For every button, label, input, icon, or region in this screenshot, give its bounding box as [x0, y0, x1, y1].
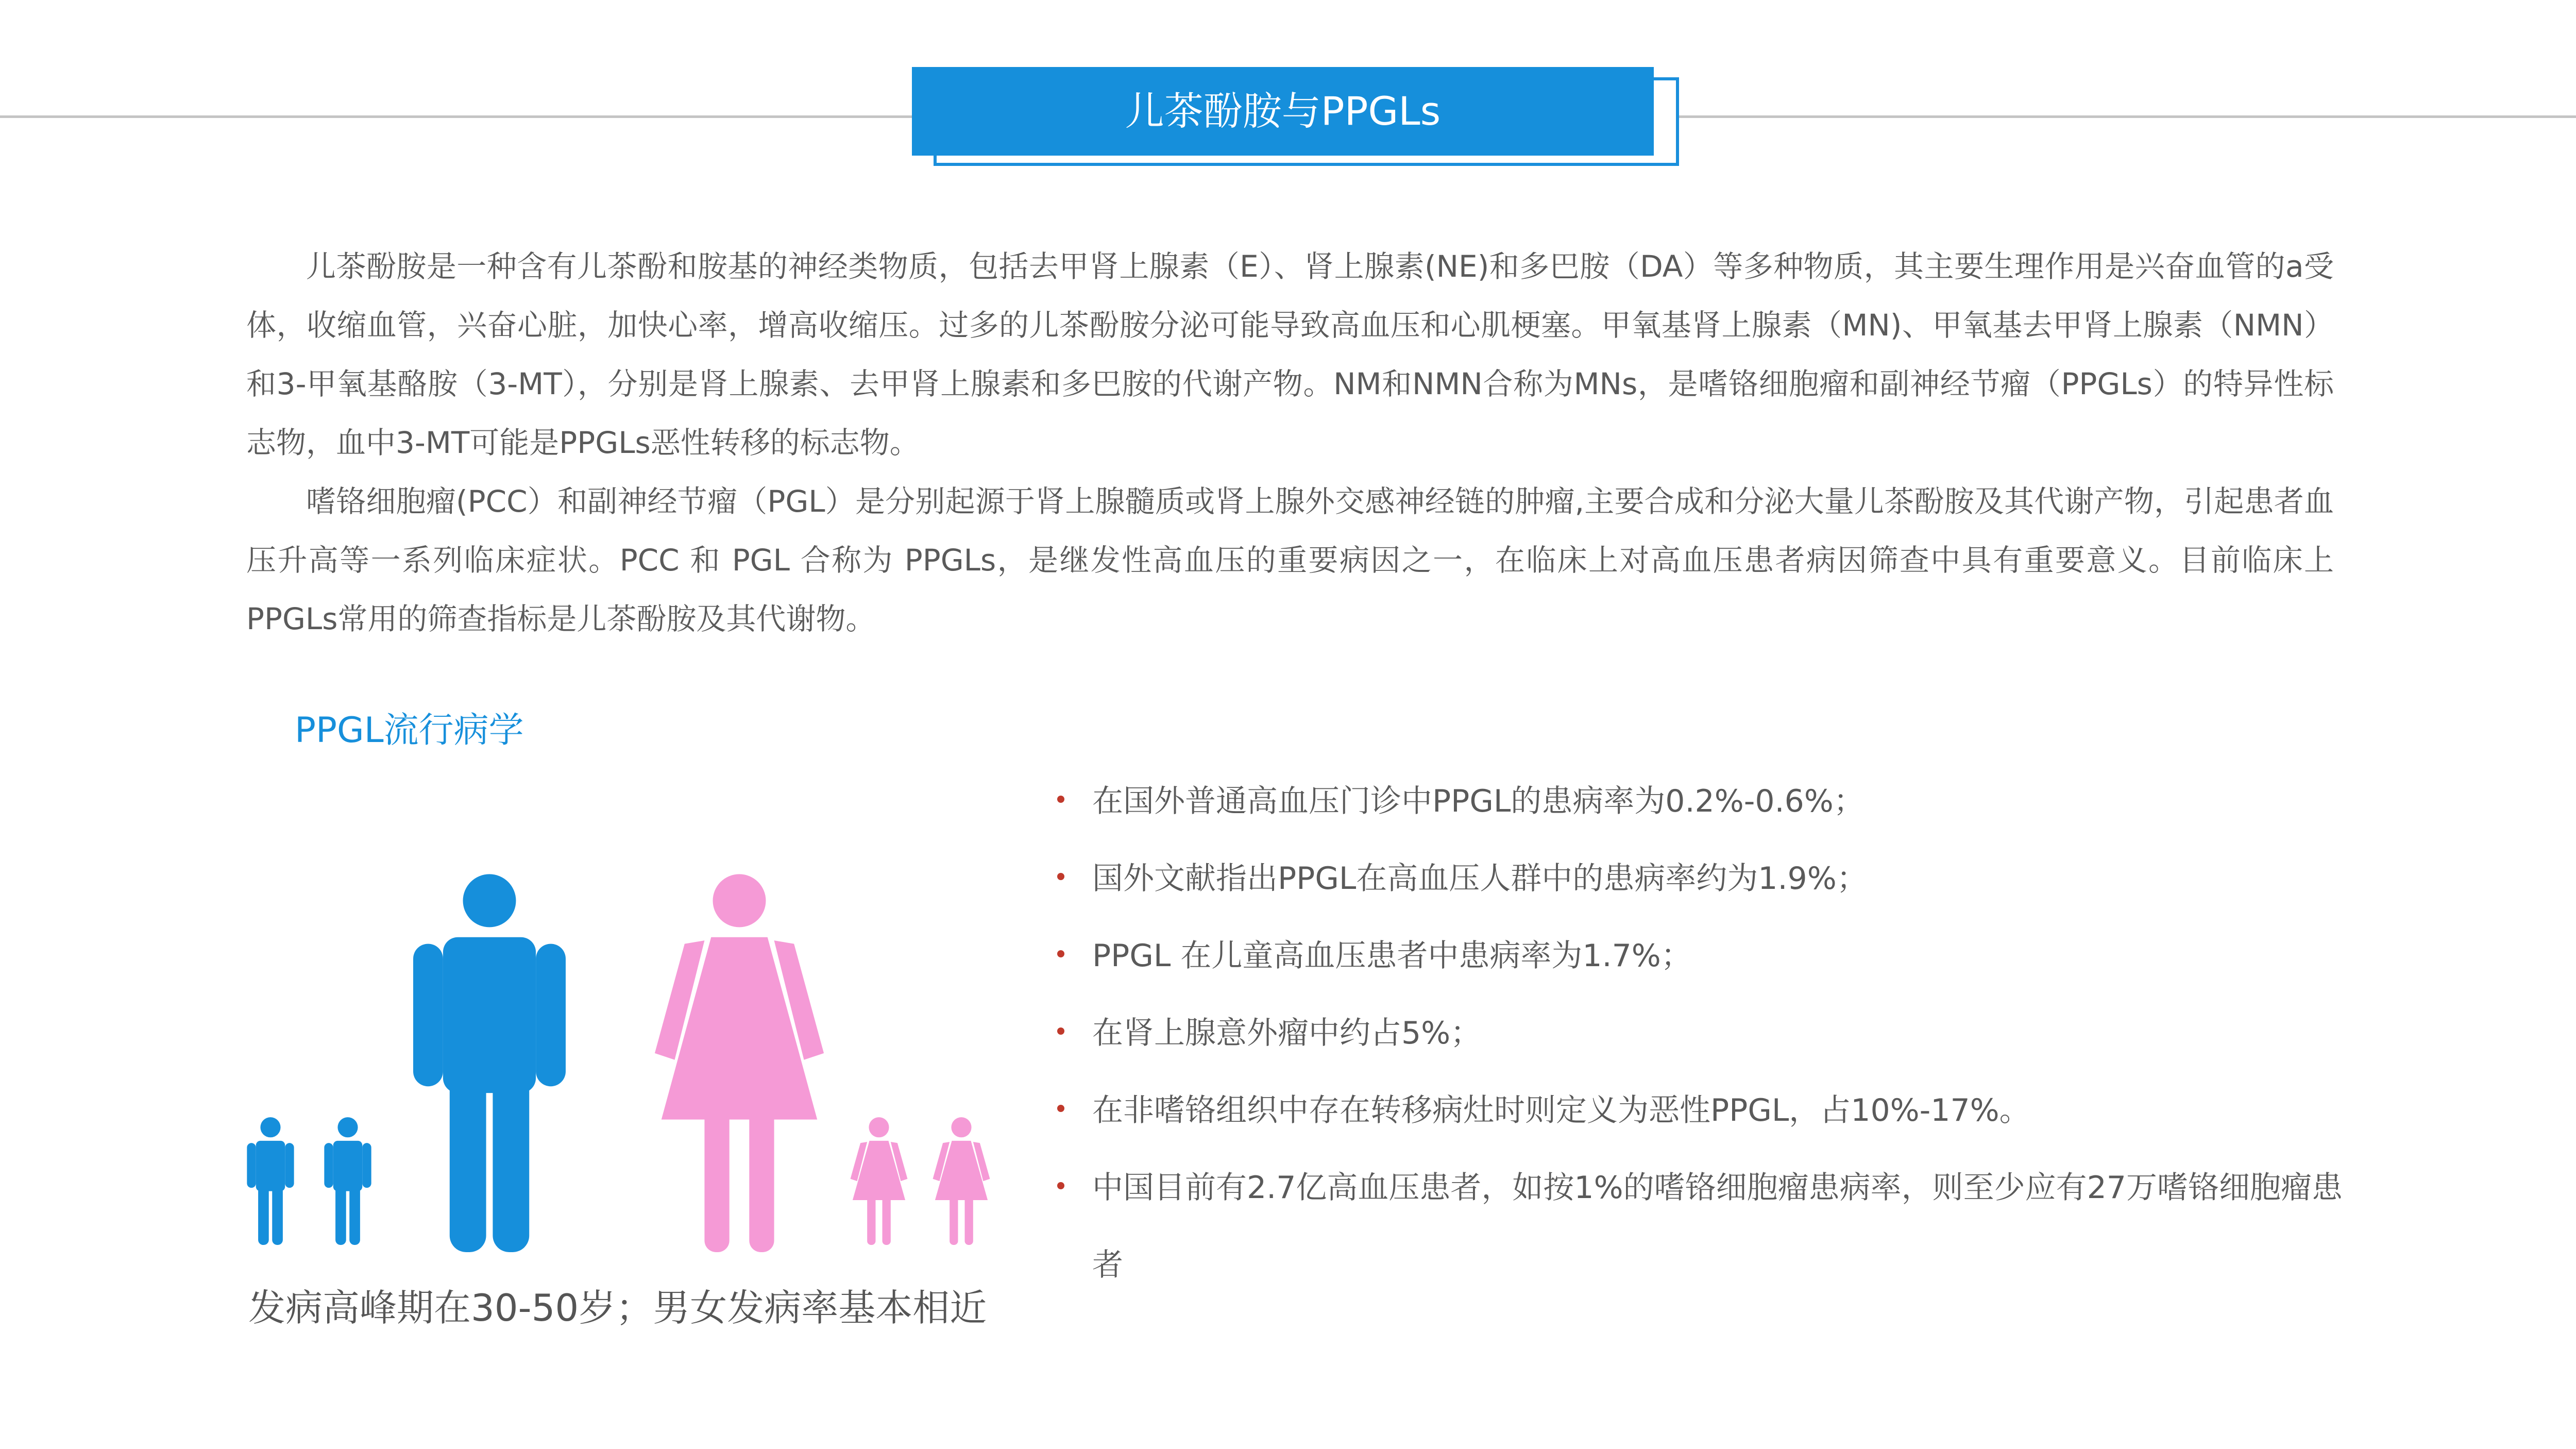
- list-item-text: 在国外普通高血压门诊中PPGL的患病率为0.2%-0.6%；: [1092, 783, 1865, 819]
- list-item-text: PPGL 在儿童高血压患者中患病率为1.7%；: [1092, 938, 1692, 974]
- bullet-icon: [1057, 950, 1064, 957]
- list-item-text: 在非嗜铬组织中存在转移病灶时则定义为恶性PPGL，占10%-17%。: [1092, 1092, 2030, 1128]
- list-item-text: 中国目前有2.7亿高血压患者，如按1%的嗜铬细胞瘤患病率，则至少应有27万嗜铬细胞瘤患者: [1092, 1170, 2343, 1283]
- page-title: 儿茶酚胺与PPGLs: [912, 67, 1654, 156]
- bullet-icon: [1057, 1027, 1064, 1035]
- list-item: [1053, 995, 2351, 1072]
- bullet-icon: [1057, 873, 1064, 880]
- epidemiology-caption: 发病高峰期在30-50岁；男女发病率基本相近: [248, 1286, 987, 1329]
- list-item: [1053, 840, 2351, 917]
- bullet-icon: [1057, 1182, 1064, 1189]
- female-icon: [644, 871, 835, 1252]
- list-item-text: 国外文献指出PPGL在高血压人群中的患病率约为1.9%；: [1092, 861, 1868, 897]
- intro-paragraph-1: 儿茶酚胺是一种含有儿茶酚和胺基的神经类物质，包括去甲肾上腺素（E）、肾上腺素(NE)和多巴胺（DA）等多种物质，其主要生理作用是兴奋血管的a受体，收缩血管，兴奋心脏，加快心率，增高收缩压。过多的儿茶酚胺分泌可能导致高血压和心肌梗塞。甲氧基肾上腺素（MN)、甲氧基去甲肾上腺素（NMN）和3-甲氧基酪胺（3-MT），分别是肾上腺素、去甲肾上腺素和多巴胺的代谢产物。NM和NMN合称为MNs，是嗜铬细胞瘤和副神经节瘤（PPGLs）的特异性标志物，血中3-MT可能是PPGLs恶性转移的标志物。: [246, 249, 2334, 460]
- section-title: PPGL流行病学: [295, 710, 524, 751]
- intro-text: [246, 237, 2334, 648]
- female-icon: [848, 1116, 910, 1245]
- list-item: [1053, 917, 2351, 995]
- list-item: [1053, 763, 2351, 840]
- bullet-icon: [1057, 1105, 1064, 1112]
- people-illustration: [222, 855, 1046, 1257]
- male-icon: [319, 1116, 376, 1245]
- male-icon: [402, 871, 577, 1252]
- female-icon: [930, 1116, 992, 1245]
- epidemiology-list: [1053, 763, 2351, 1304]
- list-item: [1053, 1149, 2351, 1304]
- male-icon: [242, 1116, 299, 1245]
- list-item: [1053, 1072, 2351, 1149]
- list-item-text: 在肾上腺意外瘤中约占5%；: [1092, 1015, 1482, 1051]
- intro-paragraph-2: 嗜铬细胞瘤(PCC）和副神经节瘤（PGL）是分别起源于肾上腺髓质或肾上腺外交感神经链的肿瘤,主要合成和分泌大量儿茶酚胺及其代谢产物，引起患者血压升高等一系列临床症状。PCC 和 PGL 合称为 PPGLs，是继发性高血压的重要病因之一，在临床上对高血压患者病因筛查中具有重要意义。目前临床上PPGLs常用的筛查指标是儿茶酚胺及其代谢物。: [246, 484, 2334, 636]
- bullet-icon: [1057, 796, 1064, 803]
